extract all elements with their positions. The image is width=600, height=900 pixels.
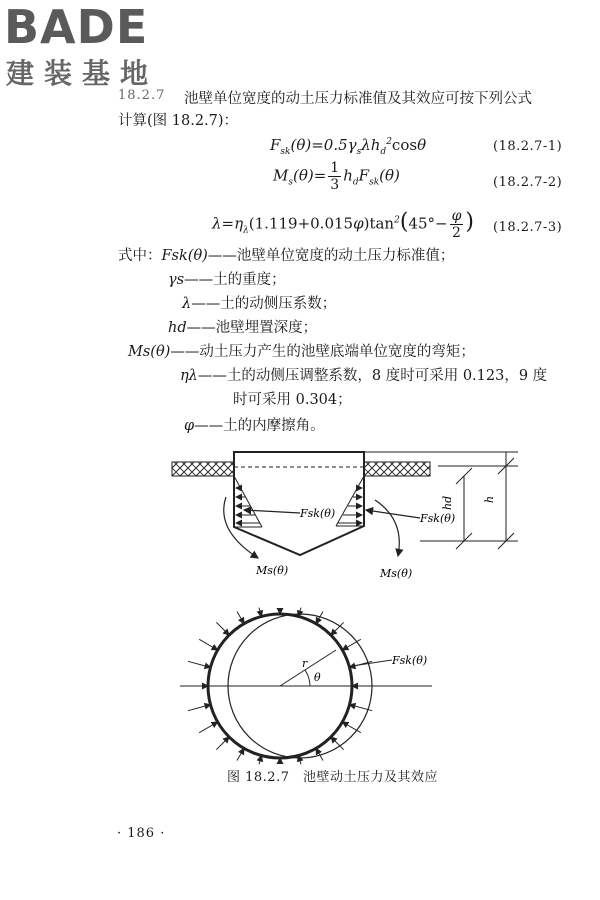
label-theta: θ (314, 671, 321, 684)
radial-arrow (259, 608, 261, 617)
definition-symbol: λ (182, 296, 192, 312)
left-pressure-diagram (234, 476, 262, 527)
definition-symbol: φ (184, 418, 195, 434)
definition-symbol: γs (168, 272, 185, 288)
radial-arrow (342, 722, 360, 733)
radial-arrow (199, 639, 217, 650)
logo-subtitle: 建装基地 (6, 57, 159, 90)
definition-symbol: ηλ (180, 368, 198, 384)
definition-symbol: hd (168, 320, 187, 336)
definition-text: ——土的动侧压调整系数，8 度时可采用 0.123，9 度 (197, 368, 548, 384)
equation-2: $M_s(\theta)=$ $\frac{1}{3}$ $h_dF_{sk}(\theta)$ (273, 160, 400, 193)
radial-arrow (188, 705, 211, 711)
section-number: 18.2.7 (118, 88, 166, 103)
equation-2-number: (18.2.7-2) (493, 175, 563, 190)
ground-hatch-right (364, 462, 430, 476)
radial-arrow (188, 661, 211, 667)
definition-symbol: Fsk(θ) (161, 248, 208, 264)
label-fsk-right: Fsk(θ) (420, 512, 456, 525)
equation-3: $\lambda=\eta_\lambda(1.119+0.015\varphi)\tan^2(45^\circ-$ $\frac{\varphi}{2}$ ) (212, 208, 474, 241)
radius-line (280, 650, 336, 686)
definition-text: ——动土压力产生的池壁底端单位宽度的弯矩； (170, 344, 475, 360)
equation-1-number: (18.2.7-1) (493, 139, 563, 154)
radial-arrow (259, 756, 261, 765)
definition-eta-continued: 时可采用 0.304； (233, 392, 352, 408)
label-hd: hd (441, 495, 454, 510)
radial-arrow (299, 756, 301, 765)
intro-line-1: 池壁单位宽度的动土压力标准值及其效应可按下列公式 (184, 91, 532, 107)
definition-text: ——池壁单位宽度的动土压力标准值； (207, 248, 455, 264)
intro-line-2: 计算(图 18.2.7)： (118, 113, 239, 129)
radial-arrow (216, 622, 229, 635)
fsk-left-arrow (244, 510, 300, 513)
radial-arrow (342, 639, 360, 650)
page-number: · 186 · (117, 826, 166, 841)
radial-arrow (199, 722, 217, 733)
logo-wordmark: BADE (4, 0, 149, 54)
label-ms-right: Ms(θ) (380, 567, 413, 580)
equation-1: $F_{sk}(\theta)=0.5\gamma_s\lambda h_d^2\cos\theta$ (270, 136, 427, 157)
figure-caption: 图 18.2.7 池壁动土压力及其效应 (227, 770, 438, 785)
ground-hatch-left (172, 462, 234, 476)
definition-text: ——土的内摩擦角。 (194, 418, 325, 434)
label-fsk-left: Fsk(θ) (300, 507, 336, 520)
definition-text: ——池壁埋置深度； (186, 320, 318, 336)
radial-arrow (299, 608, 301, 617)
radial-arrow (216, 737, 229, 750)
definition-text: ——土的动侧压系数； (191, 296, 337, 312)
plan-view (180, 608, 432, 765)
label-ms-left: Ms(θ) (256, 564, 289, 577)
moment-arc-right (375, 500, 399, 556)
label-fsk-plan: Fsk(θ) (392, 654, 428, 667)
fsk-right-arrow (366, 510, 420, 518)
label-r: r (302, 657, 308, 670)
radial-arrow (237, 612, 244, 624)
definitions-prefix: 式中： (118, 248, 162, 264)
equation-3-number: (18.2.7-3) (493, 220, 563, 235)
label-h: h (483, 495, 496, 503)
radial-arrow (237, 748, 244, 760)
right-pressure-diagram (336, 476, 364, 526)
definition-symbol: Ms(θ) (128, 344, 171, 360)
definition-text: ——土的重度； (184, 272, 286, 288)
